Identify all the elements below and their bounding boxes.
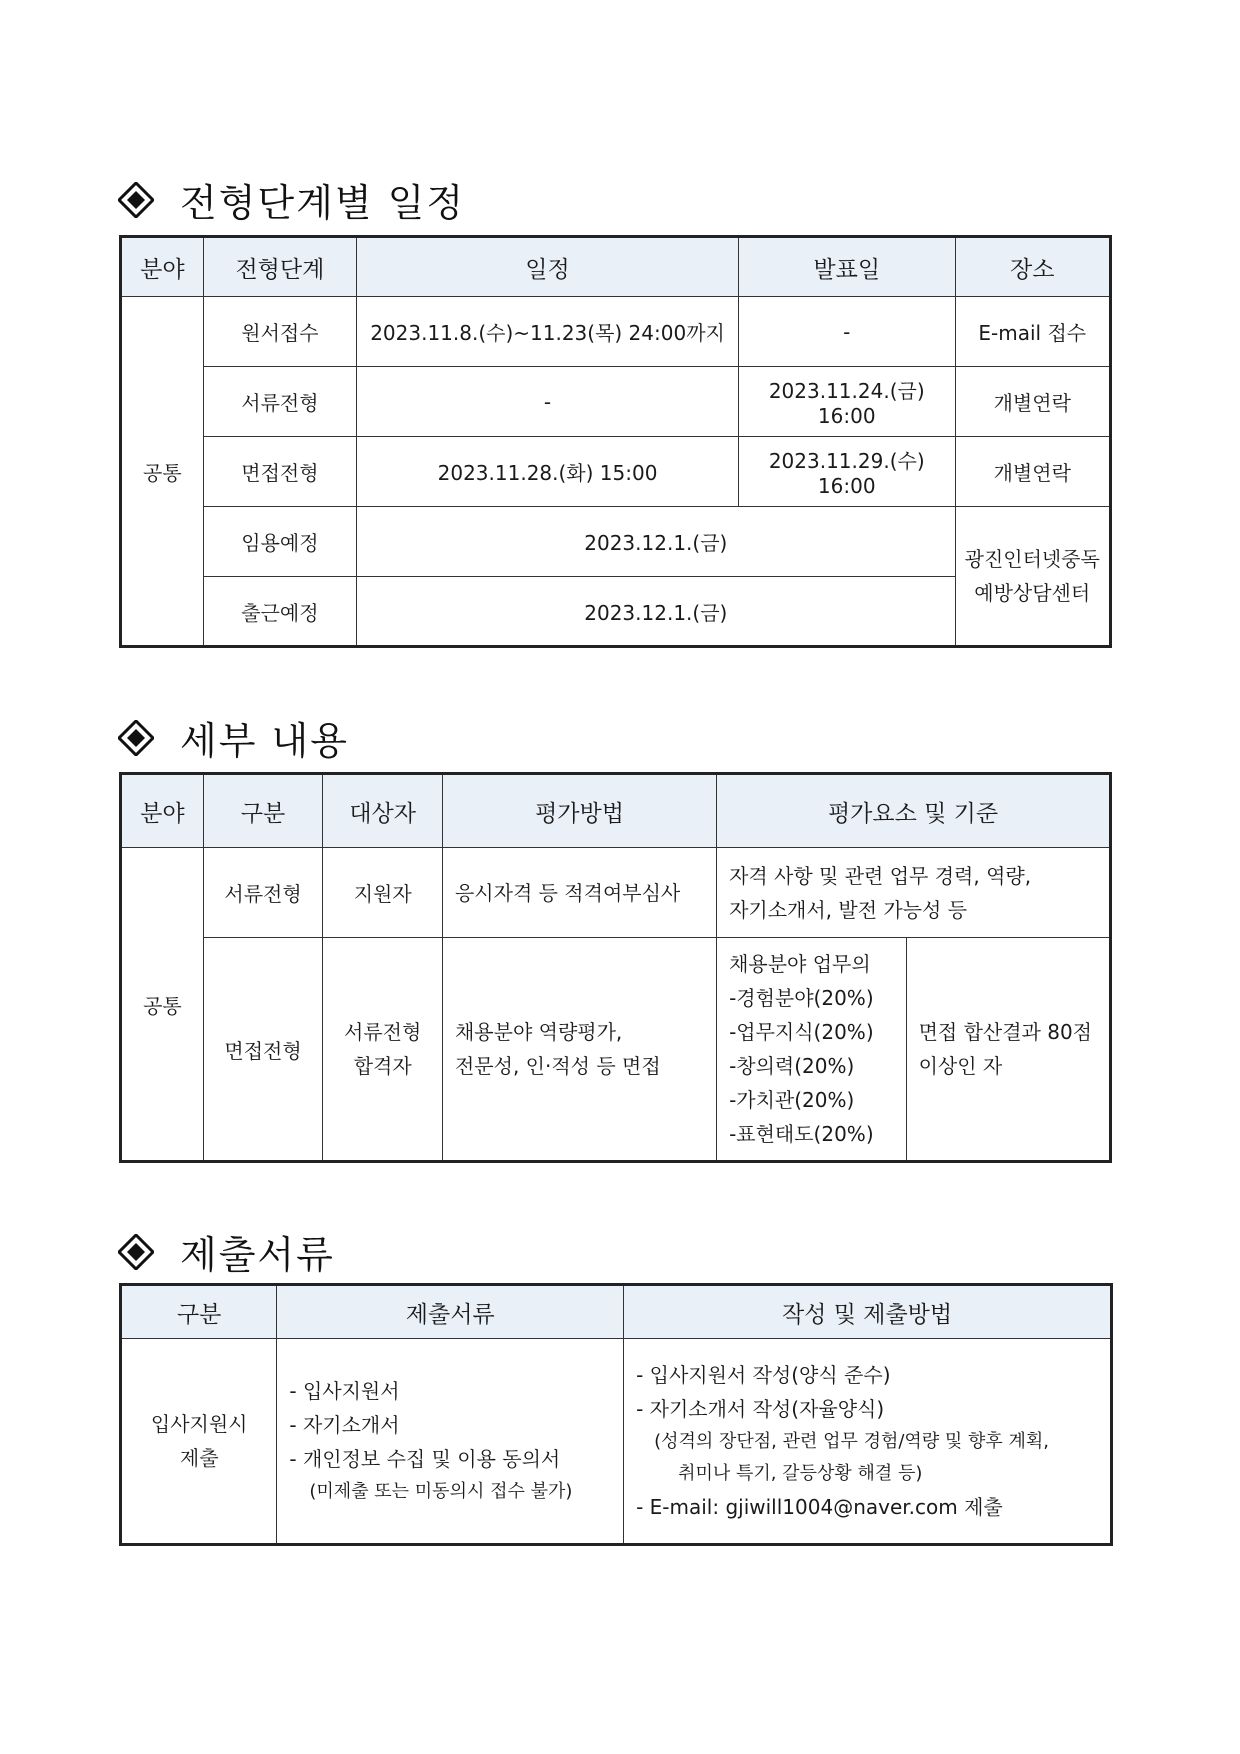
stage-cell: 임용예정 (203, 507, 356, 577)
announce-cell: - (738, 297, 955, 367)
category-line: 입사지원시 (150, 1412, 248, 1436)
table-header-row (121, 774, 1111, 848)
method-note: 취미나 특기, 갈등상황 해결 등) (678, 1463, 923, 1484)
element-line: -가치관(20%) (729, 1088, 855, 1112)
header-cell: 일정 (357, 237, 739, 297)
stage-cell: 면접전형 (203, 437, 356, 507)
elements-cell (717, 938, 907, 1162)
header-cell: 평가방법 (442, 774, 716, 848)
criteria-cell (717, 848, 1111, 938)
docs-cell (277, 1339, 624, 1545)
diamond-bullet-icon (118, 182, 154, 218)
header-cell: 발표일 (738, 237, 955, 297)
table-row (121, 848, 1111, 938)
target-cell (323, 938, 443, 1162)
table-header-row (121, 1285, 1112, 1339)
schedule-table (119, 235, 1112, 648)
pass-line: 면접 합산결과 80점 (918, 1020, 1092, 1044)
element-line: -표현태도(20%) (729, 1122, 874, 1146)
target-cell: 지원자 (323, 848, 443, 938)
criteria-line: 자기소개서, 발전 가능성 등 (729, 897, 968, 922)
method-cell (442, 938, 716, 1162)
header-cell: 대상자 (323, 774, 443, 848)
table-row (121, 437, 1111, 507)
category-line: 제출 (179, 1446, 219, 1470)
table-row (121, 1339, 1112, 1545)
method-line: 전문성, 인·적성 등 면접 (454, 1054, 661, 1078)
announce-cell: 2023.11.29.(수) 16:00 (738, 437, 955, 507)
criteria-line: 자격 사항 및 관련 업무 경력, 역량, (729, 863, 1032, 888)
doc-item: - 자기소개서 (289, 1413, 400, 1437)
element-line: -창의력(20%) (729, 1054, 855, 1078)
method-note: (성격의 장단점, 관련 업무 경험/역량 및 향후 계획, (654, 1431, 1050, 1452)
methods-cell (624, 1339, 1112, 1545)
stage-cell: 원서접수 (203, 297, 356, 367)
place-cell: 개별연락 (955, 437, 1111, 507)
type-cell: 서류전형 (203, 848, 323, 938)
date-cell: - (357, 367, 739, 437)
doc-item: - 개인정보 수집 및 이용 동의서 (289, 1447, 561, 1471)
header-cell: 구분 (121, 1285, 277, 1339)
method-cell: 응시자격 등 적격여부심사 (442, 848, 716, 938)
pass-line: 이상인 자 (918, 1054, 1003, 1078)
target-line: 서류전형 (344, 1020, 422, 1044)
category-cell (121, 1339, 277, 1545)
table-header-row (121, 237, 1111, 297)
target-line: 합격자 (353, 1054, 412, 1078)
details-table (119, 772, 1112, 1163)
stage-cell: 서류전형 (203, 367, 356, 437)
header-cell: 제출서류 (277, 1285, 624, 1339)
date-cell: 2023.11.8.(수)~11.23(목) 24:00까지 (357, 297, 739, 367)
date-cell: 2023.12.1.(금) (357, 507, 955, 577)
schedule-section-title (118, 172, 465, 227)
date-cell: 2023.12.1.(금) (357, 577, 955, 647)
method-item: - 자기소개서 작성(자율양식) (636, 1397, 885, 1421)
table-row (121, 938, 1111, 1162)
table-row (121, 367, 1111, 437)
header-cell: 작성 및 제출방법 (624, 1285, 1112, 1339)
diamond-bullet-icon (118, 1234, 154, 1270)
section-title-text: 전형단계별 일정 (180, 181, 466, 225)
place-cell: 개별연락 (955, 367, 1111, 437)
field-cell: 공통 (121, 297, 204, 647)
section-title-text: 제출서류 (180, 1233, 335, 1277)
documents-table (119, 1283, 1113, 1546)
element-line: 채용분야 업무의 (729, 952, 871, 976)
merged-place-cell (955, 507, 1111, 647)
place-line: 예방상담센터 (974, 581, 1091, 605)
type-cell: 면접전형 (203, 938, 323, 1162)
header-cell: 전형단계 (203, 237, 356, 297)
table-row (121, 507, 1111, 577)
section-title-text: 세부 내용 (180, 719, 349, 763)
header-cell: 장소 (955, 237, 1111, 297)
method-item: - 입사지원서 작성(양식 준수) (636, 1363, 891, 1387)
field-cell: 공통 (121, 848, 204, 1162)
header-cell: 분야 (121, 237, 204, 297)
details-section-title (118, 710, 349, 765)
header-cell: 구분 (203, 774, 323, 848)
element-line: -경험분야(20%) (729, 986, 874, 1010)
doc-item: - 입사지원서 (289, 1379, 400, 1403)
stage-cell: 출근예정 (203, 577, 356, 647)
diamond-bullet-icon (118, 720, 154, 756)
email-line: - E-mail: gjiwill1004@naver.com 제출 (636, 1495, 1003, 1519)
method-line: 채용분야 역량평가, (454, 1020, 623, 1044)
header-cell: 평가요소 및 기준 (717, 774, 1111, 848)
place-line: 광진인터넷중독 (964, 547, 1100, 571)
element-line: -업무지식(20%) (729, 1020, 874, 1044)
header-cell: 분야 (121, 774, 204, 848)
announce-cell: 2023.11.24.(금) 16:00 (738, 367, 955, 437)
documents-section-title (118, 1224, 335, 1279)
doc-note: (미제출 또는 미동의시 접수 불가) (309, 1481, 573, 1502)
place-cell: E-mail 접수 (955, 297, 1111, 367)
pass-criteria-cell (906, 938, 1110, 1162)
table-row (121, 297, 1111, 367)
date-cell: 2023.11.28.(화) 15:00 (357, 437, 739, 507)
